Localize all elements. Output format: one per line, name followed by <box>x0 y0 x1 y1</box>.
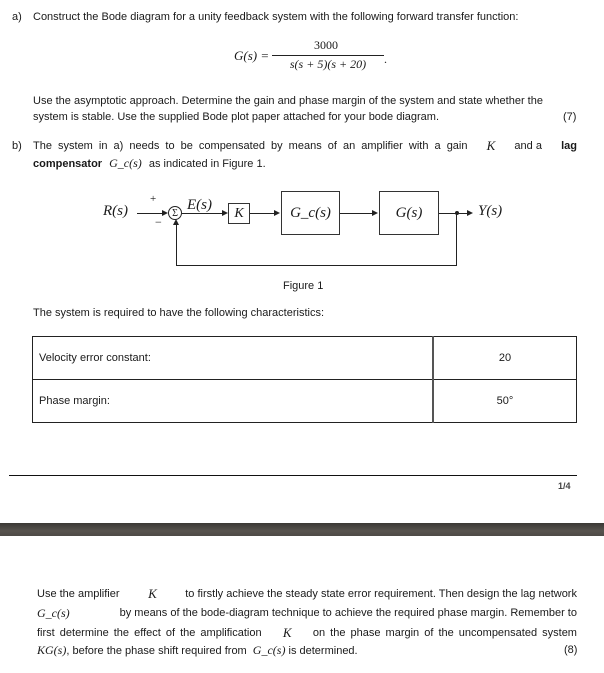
cont-line4-b: , before the phase shift required from <box>66 645 247 657</box>
equation-period: . <box>384 52 387 66</box>
part-b-line1 <box>33 138 577 154</box>
k-symbol: K <box>282 625 292 640</box>
feedback-bottom-line <box>176 265 457 266</box>
minus-sign: − <box>155 215 162 229</box>
figure-caption: Figure 1 <box>283 280 324 292</box>
equation-lhs: G(s) = <box>234 48 270 63</box>
error-label: E(s) <box>187 197 212 213</box>
part-b-line1-text: The system in a) needs to be compensated by means of an amplifier with a gain <box>33 140 468 152</box>
part-b-line1-and: and a <box>514 140 542 152</box>
part-a-line2: system is stable. Use the supplied Bode plot paper attached for your bode diagram. <box>33 111 440 123</box>
plant-block-label: G(s) <box>395 204 423 221</box>
arrow-right-icon <box>274 210 280 216</box>
continuation-line1 <box>37 586 577 602</box>
equation-numerator: 3000 <box>314 38 338 52</box>
continuation-line2 <box>37 605 577 621</box>
gain-block-label: K <box>234 205 244 221</box>
part-a-label: a) <box>12 11 22 23</box>
table-row <box>33 380 577 423</box>
fraction-bar <box>272 55 384 56</box>
gain-block-k <box>228 203 250 224</box>
gc-to-g-line <box>340 213 375 214</box>
sigma-symbol: Σ <box>172 207 178 219</box>
transfer-function-equation <box>234 38 387 80</box>
cont-line1-a: Use the amplifier <box>37 588 120 600</box>
cont-line3-b: on the phase margin of the uncompensated system <box>312 627 577 639</box>
continuation-marks: (8) <box>564 644 578 656</box>
plant-block <box>379 191 439 235</box>
part-b-label: b) <box>12 140 22 152</box>
page-break-bar <box>0 523 604 536</box>
input-label: R(s) <box>103 203 128 219</box>
requirements-intro: The system is required to have the following characteristics: <box>33 307 325 319</box>
gc-symbol: G_c(s) <box>252 643 286 657</box>
feedback-up-line <box>176 223 177 266</box>
gc-symbol: G_c(s) <box>109 156 142 170</box>
requirement-value: 20 <box>433 337 577 380</box>
arrow-right-icon <box>372 210 378 216</box>
compensator-block <box>281 191 340 235</box>
part-b-line2-rest: as indicated in Figure 1. <box>148 158 266 170</box>
lag-keyword: lag <box>561 140 577 152</box>
block-diagram <box>0 185 604 270</box>
k-to-gc-line <box>250 213 276 214</box>
equation-denominator: s(s + 5)(s + 20) <box>289 57 367 71</box>
footer-divider <box>9 475 577 476</box>
cont-line4-c: is determined. <box>288 645 358 657</box>
requirement-value: 50° <box>433 380 577 423</box>
cont-line1-b: to firstly achieve the steady state error requirement. Then design the lag network <box>185 588 577 600</box>
requirement-label: Phase margin: <box>33 380 434 423</box>
error-line <box>182 213 225 214</box>
k-symbol: K <box>486 138 496 153</box>
part-a-line1: Use the asymptotic approach. Determine the gain and phase margin of the system and state whether the <box>33 95 543 107</box>
arrow-right-icon <box>467 210 473 216</box>
cont-line3-a: first determine the effect of the amplification <box>37 627 262 639</box>
cont-line2-b: by means of the bode-diagram technique to achieve the required phase margin. Remember to <box>119 607 577 619</box>
part-a-intro: Construct the Bode diagram for a unity feedback system with the following forward transfer function: <box>33 11 519 23</box>
gc-symbol: G_c(s) <box>37 606 70 620</box>
part-b-line2 <box>33 155 266 172</box>
feedback-down-line <box>456 213 457 266</box>
kg-symbol: KG(s) <box>37 643 67 657</box>
k-symbol: K <box>148 586 157 601</box>
continuation-line3 <box>37 625 577 641</box>
requirements-table <box>32 336 577 423</box>
plus-sign: + <box>150 193 157 205</box>
arrow-up-icon <box>173 219 179 225</box>
output-label: Y(s) <box>478 203 503 219</box>
requirement-label: Velocity error constant: <box>33 337 434 380</box>
summing-junction-icon <box>168 206 182 220</box>
table-row <box>33 337 577 380</box>
continuation-line4 <box>37 642 358 659</box>
part-a-marks: (7) <box>563 111 577 123</box>
page-number: 1/4 <box>558 481 571 491</box>
compensator-keyword: compensator <box>33 158 103 170</box>
compensator-block-label: G_c(s) <box>290 204 331 221</box>
